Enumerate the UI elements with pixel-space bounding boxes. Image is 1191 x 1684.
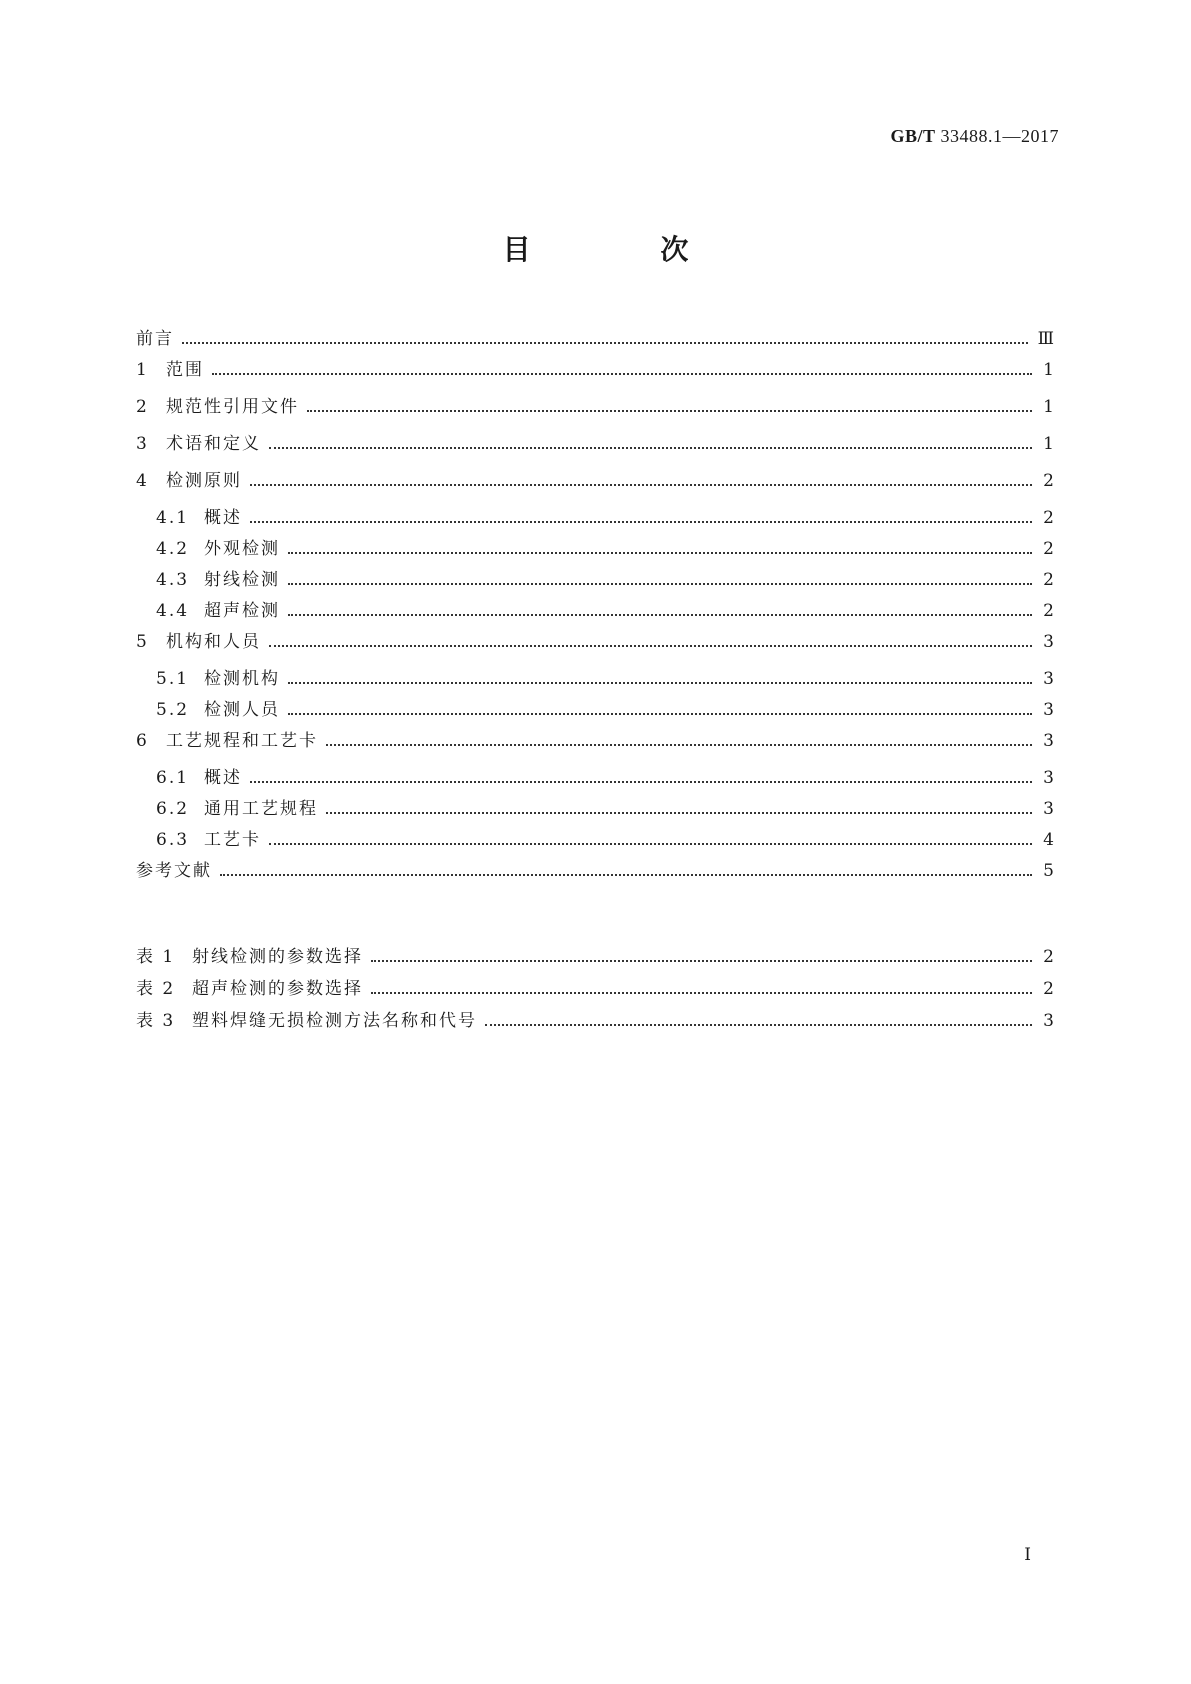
- entry-label: 概述: [204, 768, 242, 788]
- entry-number: 4.1: [156, 508, 190, 528]
- entry-number: 1: [136, 360, 149, 380]
- entry-page-number: Ⅲ: [1037, 329, 1056, 349]
- entry-number: 6.3: [156, 830, 190, 850]
- entry-label: 工艺规程和工艺卡: [166, 731, 318, 751]
- entry-label: 术语和定义: [166, 434, 261, 454]
- dot-leader: [326, 795, 1032, 814]
- entry-label: 参考文献: [136, 861, 212, 881]
- entry-label: 塑料焊缝无损检测方法名称和代号: [192, 1011, 477, 1031]
- dot-leader: [182, 325, 1028, 344]
- dot-leader: [288, 566, 1032, 585]
- standard-code-prefix: GB/T: [890, 126, 936, 146]
- entry-label: 范围: [166, 360, 204, 380]
- dot-leader: [288, 665, 1032, 684]
- entry-page-number: 3: [1043, 700, 1056, 720]
- table-list-entry[interactable]: [136, 974, 1056, 1006]
- entry-page-number: 1: [1043, 434, 1056, 454]
- entry-page-number: 2: [1043, 601, 1056, 621]
- standard-code-number: 33488.1—2017: [940, 126, 1059, 146]
- entry-label: 检测机构: [204, 669, 280, 689]
- entry-label: 前言: [136, 329, 174, 349]
- toc-entry[interactable]: [136, 695, 1056, 726]
- entry-number: 5.1: [156, 669, 190, 689]
- dot-leader: [269, 628, 1032, 647]
- entry-page-number: 2: [1043, 539, 1056, 559]
- entry-number: 6.2: [156, 799, 190, 819]
- entry-number: 4: [136, 471, 149, 491]
- toc-entry[interactable]: [136, 429, 1056, 466]
- entry-page-number: 3: [1043, 669, 1056, 689]
- entry-number: 表 1: [136, 947, 176, 967]
- entry-number: 5: [136, 632, 149, 652]
- toc-entry[interactable]: [136, 466, 1056, 503]
- dot-leader: [288, 535, 1032, 554]
- entry-page-number: 1: [1043, 397, 1056, 417]
- entry-page-number: 3: [1043, 768, 1056, 788]
- toc-entry[interactable]: [136, 726, 1056, 763]
- entry-page-number: 2: [1043, 508, 1056, 528]
- toc-entry[interactable]: [136, 596, 1056, 627]
- entry-label: 工艺卡: [204, 830, 261, 850]
- entry-number: 5.2: [156, 700, 190, 720]
- entry-page-number: 3: [1043, 799, 1056, 819]
- toc-entry[interactable]: [136, 627, 1056, 664]
- dot-leader: [269, 430, 1032, 449]
- dot-leader: [250, 504, 1032, 523]
- dot-leader: [371, 975, 1032, 994]
- toc-entry[interactable]: [136, 355, 1056, 392]
- dot-leader: [307, 393, 1032, 412]
- entry-page-number: 2: [1043, 947, 1056, 967]
- toc-entry[interactable]: [136, 392, 1056, 429]
- entry-page-number: 1: [1043, 360, 1056, 380]
- entry-label: 射线检测的参数选择: [192, 947, 363, 967]
- toc-entry[interactable]: [136, 503, 1056, 534]
- entry-number: 6: [136, 731, 149, 751]
- table-of-contents: [136, 324, 1056, 887]
- entry-number: 4.4: [156, 601, 190, 621]
- dot-leader: [269, 826, 1032, 845]
- dot-leader: [288, 597, 1032, 616]
- dot-leader: [212, 356, 1032, 375]
- standard-code: [890, 126, 1059, 147]
- entry-number: 4.3: [156, 570, 190, 590]
- entry-number: 2: [136, 397, 149, 417]
- page-title: 目 次: [502, 233, 749, 266]
- toc-entry[interactable]: [136, 825, 1056, 856]
- toc-entry[interactable]: [136, 856, 1056, 887]
- entry-page-number: 4: [1043, 830, 1056, 850]
- toc-entry[interactable]: [136, 664, 1056, 695]
- entry-label: 超声检测: [204, 601, 280, 621]
- table-list-entry[interactable]: [136, 1006, 1056, 1038]
- dot-leader: [288, 696, 1032, 715]
- toc-entry[interactable]: [136, 763, 1056, 794]
- entry-label: 外观检测: [204, 539, 280, 559]
- list-of-tables: [136, 942, 1056, 1038]
- entry-page-number: 2: [1043, 979, 1056, 999]
- toc-entry[interactable]: [136, 534, 1056, 565]
- dot-leader: [250, 467, 1032, 486]
- entry-label: 概述: [204, 508, 242, 528]
- page-number: I: [1024, 1545, 1031, 1565]
- dot-leader: [220, 857, 1032, 876]
- entry-page-number: 3: [1043, 1011, 1056, 1031]
- toc-entry[interactable]: [136, 324, 1056, 355]
- entry-page-number: 5: [1043, 861, 1056, 881]
- dot-leader: [250, 764, 1032, 783]
- toc-entry[interactable]: [136, 794, 1056, 825]
- dot-leader: [485, 1007, 1032, 1026]
- entry-label: 射线检测: [204, 570, 280, 590]
- entry-label: 通用工艺规程: [204, 799, 318, 819]
- dot-leader: [326, 727, 1032, 746]
- entry-page-number: 2: [1043, 570, 1056, 590]
- entry-label: 检测原则: [166, 471, 242, 491]
- toc-entry[interactable]: [136, 565, 1056, 596]
- entry-number: 3: [136, 434, 149, 454]
- entry-label: 机构和人员: [166, 632, 261, 652]
- entry-number: 4.2: [156, 539, 190, 559]
- entry-label: 规范性引用文件: [166, 397, 299, 417]
- entry-label: 检测人员: [204, 700, 280, 720]
- entry-page-number: 3: [1043, 632, 1056, 652]
- dot-leader: [371, 943, 1032, 962]
- entry-number: 表 2: [136, 979, 176, 999]
- entry-page-number: 3: [1043, 731, 1056, 751]
- entry-page-number: 2: [1043, 471, 1056, 491]
- table-list-entry[interactable]: [136, 942, 1056, 974]
- entry-number: 6.1: [156, 768, 190, 788]
- entry-number: 表 3: [136, 1011, 176, 1031]
- entry-label: 超声检测的参数选择: [192, 979, 363, 999]
